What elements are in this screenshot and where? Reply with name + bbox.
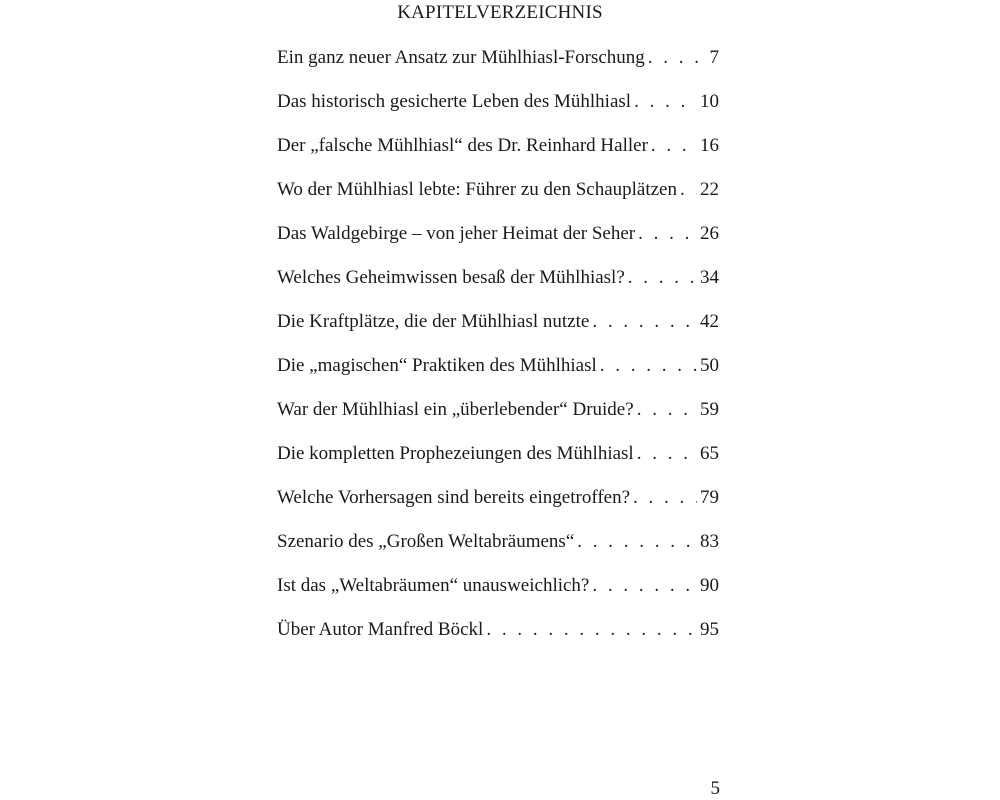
- toc-entry-page: 59: [700, 399, 719, 420]
- toc-leader-dots: [628, 263, 697, 293]
- toc-entry-page: 65: [700, 443, 719, 464]
- toc-entry: [277, 219, 719, 263]
- toc-entry-page: 10: [700, 91, 719, 112]
- toc-entry: [277, 263, 719, 307]
- toc-entry-title: Über Autor Manfred Böckl: [277, 619, 484, 640]
- toc-leader-dots: [600, 351, 697, 381]
- toc-entry: [277, 615, 719, 659]
- page-number: 5: [710, 778, 720, 799]
- toc-entry: [277, 175, 719, 219]
- toc-entry-title: Der „falsche Mühlhiasl“ des Dr. Reinhard Haller: [277, 135, 648, 156]
- toc-entry-page: 34: [700, 267, 719, 288]
- toc-entry-page: 22: [700, 179, 719, 200]
- toc-leader-dots: [637, 439, 697, 469]
- toc-leader-dots: [592, 307, 697, 337]
- toc-leader-dots: [637, 395, 697, 425]
- toc-leader-dots: [634, 87, 697, 117]
- toc-entry-title: Szenario des „Großen Weltabräumens“: [277, 531, 575, 552]
- toc-entry-title: Die kompletten Prophezeiungen des Mühlhiasl: [277, 443, 634, 464]
- toc-entry-page: 95: [700, 619, 719, 640]
- toc-entry-page: 83: [700, 531, 719, 552]
- toc-leader-dots: [680, 175, 697, 205]
- toc-entry-title: Ein ganz neuer Ansatz zur Mühlhiasl-Forschung: [277, 47, 645, 68]
- toc-entry-title: Wo der Mühlhiasl lebte: Führer zu den Schauplätzen: [277, 179, 677, 200]
- toc-leader-dots: [633, 483, 697, 513]
- toc-leader-dots: [486, 615, 697, 645]
- toc-entry: [277, 571, 719, 615]
- toc-entry-title: Ist das „Weltabräumen“ unausweichlich?: [277, 575, 590, 596]
- toc-heading: KAPITELVERZEICHNIS: [397, 2, 603, 23]
- toc-entry-page: 90: [700, 575, 719, 596]
- toc-entry: [277, 527, 719, 571]
- table-of-contents: [277, 43, 719, 659]
- toc-entry-title: War der Mühlhiasl ein „überlebender“ Druide?: [277, 399, 634, 420]
- toc-entry-page: 16: [700, 135, 719, 156]
- toc-entry-page: 7: [709, 47, 719, 68]
- toc-entry-title: Die Kraftplätze, die der Mühlhiasl nutzte: [277, 311, 590, 332]
- toc-entry: [277, 439, 719, 483]
- toc-entry: [277, 395, 719, 439]
- toc-leader-dots: [648, 43, 707, 73]
- toc-entry-title: Welches Geheimwissen besaß der Mühlhiasl?: [277, 267, 625, 288]
- toc-leader-dots: [638, 219, 697, 249]
- toc-leader-dots: [592, 571, 697, 601]
- toc-entry-page: 26: [700, 223, 719, 244]
- toc-entry: [277, 483, 719, 527]
- toc-entry-title: Das historisch gesicherte Leben des Mühlhiasl: [277, 91, 632, 112]
- toc-entry: [277, 131, 719, 175]
- toc-entry-page: 42: [700, 311, 719, 332]
- toc-entry-title: Das Waldgebirge – von jeher Heimat der Seher: [277, 223, 636, 244]
- toc-entry: [277, 43, 719, 87]
- toc-entry-title: Welche Vorhersagen sind bereits eingetroffen?: [277, 487, 631, 508]
- toc-leader-dots: [651, 131, 697, 161]
- toc-leader-dots: [577, 527, 697, 557]
- toc-entry: [277, 351, 719, 395]
- toc-entry-page: 50: [700, 355, 719, 376]
- toc-entry-title: Die „magischen“ Praktiken des Mühlhiasl: [277, 355, 597, 376]
- toc-entry-page: 79: [700, 487, 719, 508]
- toc-entry: [277, 307, 719, 351]
- toc-entry: [277, 87, 719, 131]
